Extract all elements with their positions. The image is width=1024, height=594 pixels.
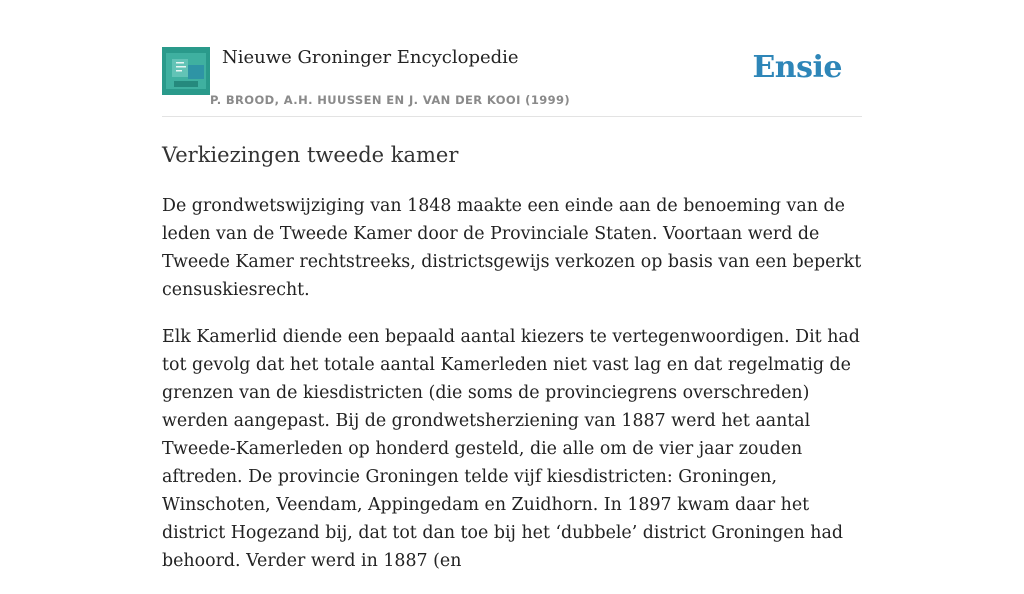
article-paragraph: De grondwetswijziging van 1848 maakte een einde aan de benoeming van de leden van de Tweede Kamer door de Provinciale Staten. Voortaan werd de Tweede Kamer rechtstreeks, districtsgewijs verkozen op basis van een beperkt censuskiesrecht. — [162, 196, 862, 300]
ensie-logo[interactable]: Ensie — [752, 50, 842, 85]
book-cover-icon[interactable] — [162, 47, 210, 95]
book-authors: P. BROOD, A.H. HUUSSEN EN J. VAN DER KOOI (1999) — [210, 93, 571, 107]
book-title[interactable]: Nieuwe Groninger Encyclopedie — [222, 47, 519, 68]
article-title: Verkiezingen tweede kamer — [162, 143, 459, 167]
article-body — [162, 192, 864, 594]
article-paragraph: Elk Kamerlid diende een bepaald aantal kiezers te vertegenwoordigen. Dit had tot gevolg dat het totale aantal Kamerleden niet vast lag en dat regelmatig de grenzen van de kiesdistricten (die soms de provinciegrens overschreden) werden aangepast. Bij de grondwetsherziening van 1887 werd het aantal Tweede-Kamerleden op honderd gesteld, die alle om de vier jaar zouden aftreden. De provincie Groningen telde vijf kiesdistricten: Groningen, Winschoten, Veendam, Appingedam en Zuidhorn. In 1897 kwam daar het district Hogezand bij, dat tot dan toe bij het ‘dubbele’ district Groningen had behoord. Verder werd in 1887 (en — [162, 327, 860, 571]
header — [162, 46, 862, 117]
